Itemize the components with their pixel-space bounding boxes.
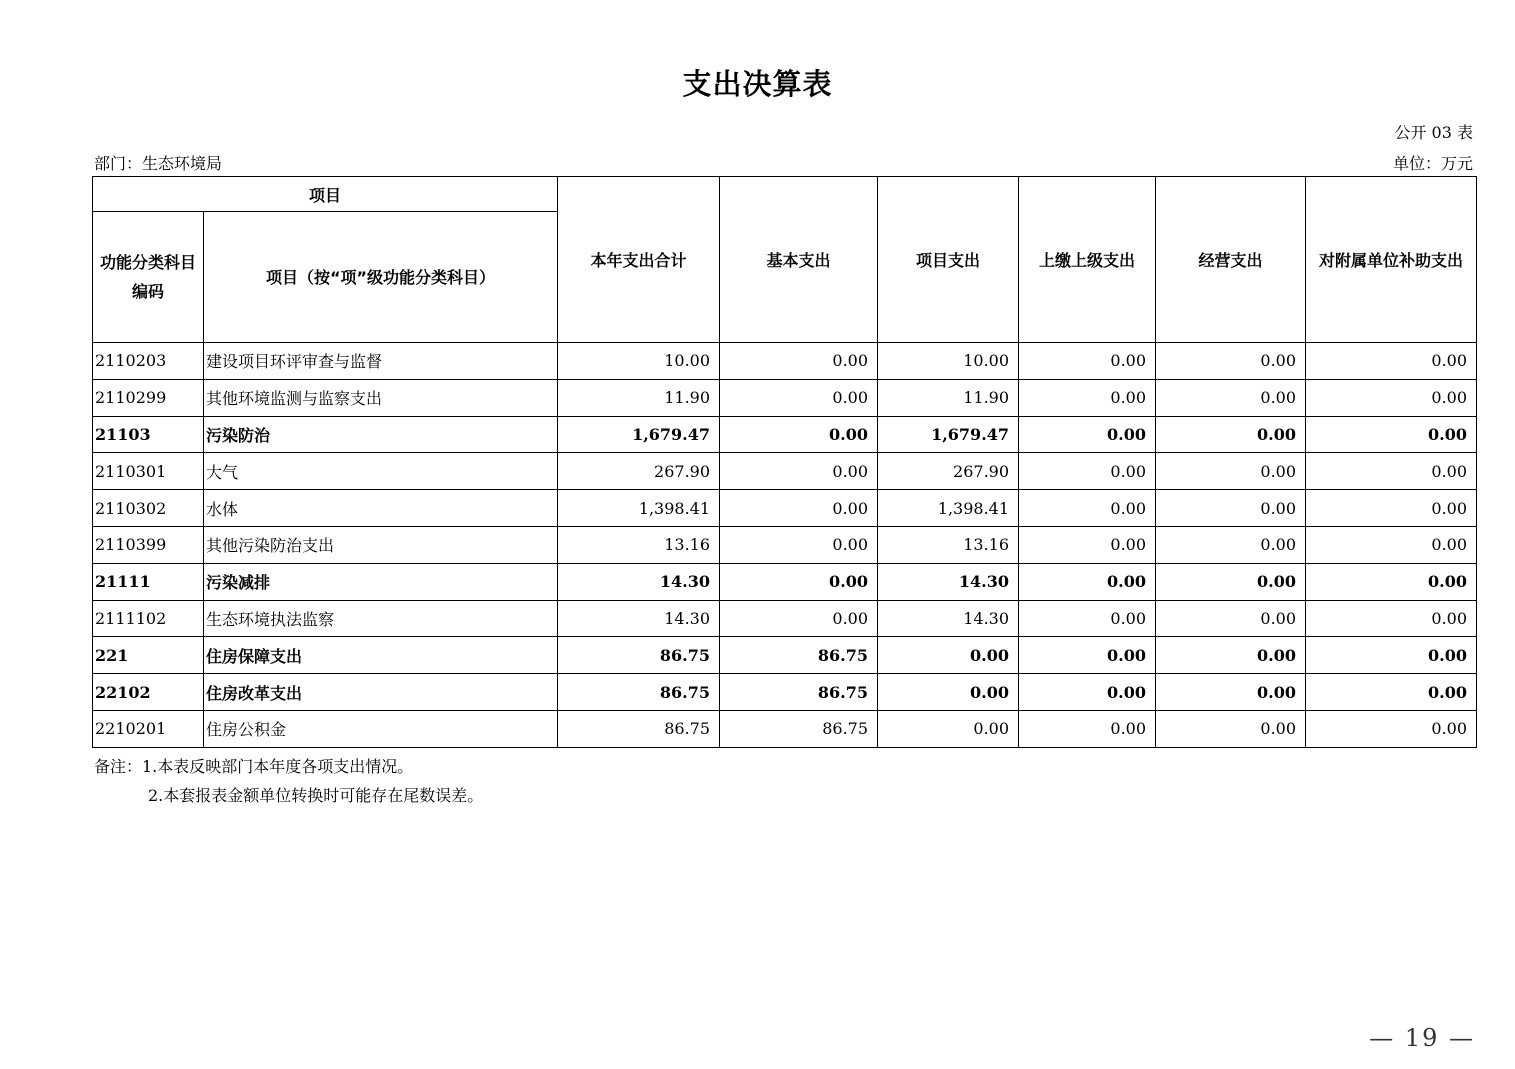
cell-code: 221 [93,637,204,674]
cell-project: 267.90 [878,453,1019,490]
cell-basic: 0.00 [720,600,878,637]
cell-project: 0.00 [878,674,1019,711]
header-business: 经营支出 [1156,177,1306,343]
cell-code: 2110399 [93,526,204,563]
header-name: 项目（按“项”级功能分类科目） [204,212,558,343]
cell-project: 1,398.41 [878,490,1019,527]
cell-project: 10.00 [878,343,1019,380]
cell-code: 2110301 [93,453,204,490]
cell-code: 2210201 [93,710,204,747]
cell-upper: 0.00 [1019,379,1156,416]
note-line-1: 备注：1.本表反映部门本年度各项支出情况。 [94,757,414,776]
cell-subsidy: 0.00 [1306,600,1477,637]
table-row [93,343,1477,380]
cell-total: 13.16 [558,526,720,563]
header-code-line1: 功能分类科目 [99,253,196,272]
cell-project: 14.30 [878,563,1019,600]
cell-upper: 0.00 [1019,490,1156,527]
cell-total: 86.75 [558,710,720,747]
expenditure-table [92,176,1477,748]
header-total: 本年支出合计 [558,177,720,343]
table-body [93,343,1477,748]
table-row [93,453,1477,490]
cell-project: 0.00 [878,710,1019,747]
cell-business: 0.00 [1156,490,1306,527]
cell-subsidy: 0.00 [1306,343,1477,380]
header-project-group: 项目 [93,177,558,212]
cell-name: 住房公积金 [204,710,558,747]
cell-total: 10.00 [558,343,720,380]
cell-total: 86.75 [558,637,720,674]
cell-basic: 86.75 [720,637,878,674]
cell-business: 0.00 [1156,453,1306,490]
cell-basic: 0.00 [720,490,878,527]
cell-basic: 0.00 [720,526,878,563]
unit-label: 单位：万元 [1392,154,1473,173]
cell-upper: 0.00 [1019,674,1156,711]
cell-upper: 0.00 [1019,343,1156,380]
cell-name: 大气 [204,453,558,490]
cell-project: 1,679.47 [878,416,1019,453]
cell-basic: 86.75 [720,674,878,711]
cell-code: 2110203 [93,343,204,380]
cell-basic: 0.00 [720,563,878,600]
note-line-2: 2.本套报表金额单位转换时可能存在尾数误差。 [148,786,484,805]
cell-upper: 0.00 [1019,710,1156,747]
cell-upper: 0.00 [1019,637,1156,674]
cell-basic: 0.00 [720,453,878,490]
cell-name: 住房改革支出 [204,674,558,711]
cell-total: 1,679.47 [558,416,720,453]
cell-business: 0.00 [1156,343,1306,380]
cell-code: 21103 [93,416,204,453]
cell-name: 住房保障支出 [204,637,558,674]
cell-project: 0.00 [878,637,1019,674]
header-basic: 基本支出 [720,177,878,343]
table-row [93,710,1477,747]
cell-project: 13.16 [878,526,1019,563]
cell-subsidy: 0.00 [1306,453,1477,490]
cell-name: 生态环境执法监察 [204,600,558,637]
header-upper: 上缴上级支出 [1019,177,1156,343]
cell-upper: 0.00 [1019,453,1156,490]
header-subsidy: 对附属单位补助支出 [1306,177,1477,343]
cell-total: 1,398.41 [558,490,720,527]
cell-project: 11.90 [878,379,1019,416]
table-row [93,600,1477,637]
table-row [93,416,1477,453]
cell-subsidy: 0.00 [1306,710,1477,747]
table-row [93,526,1477,563]
cell-subsidy: 0.00 [1306,563,1477,600]
cell-subsidy: 0.00 [1306,637,1477,674]
cell-subsidy: 0.00 [1306,490,1477,527]
cell-basic: 0.00 [720,343,878,380]
cell-name: 污染减排 [204,563,558,600]
table-row [93,563,1477,600]
cell-upper: 0.00 [1019,563,1156,600]
table-row [93,637,1477,674]
cell-name: 其他环境监测与监察支出 [204,379,558,416]
header-code [93,212,204,343]
cell-code: 2110299 [93,379,204,416]
cell-basic: 0.00 [720,416,878,453]
cell-subsidy: 0.00 [1306,526,1477,563]
cell-business: 0.00 [1156,416,1306,453]
cell-basic: 0.00 [720,379,878,416]
table-row [93,490,1477,527]
cell-total: 14.30 [558,563,720,600]
cell-business: 0.00 [1156,526,1306,563]
cell-code: 22102 [93,674,204,711]
cell-name: 建设项目环评审查与监督 [204,343,558,380]
page-number: — 19 — [1369,1024,1475,1052]
cell-total: 86.75 [558,674,720,711]
cell-code: 2110302 [93,490,204,527]
cell-code: 21111 [93,563,204,600]
cell-business: 0.00 [1156,710,1306,747]
cell-name: 水体 [204,490,558,527]
cell-total: 267.90 [558,453,720,490]
header-project: 项目支出 [878,177,1019,343]
cell-business: 0.00 [1156,379,1306,416]
cell-basic: 86.75 [720,710,878,747]
cell-subsidy: 0.00 [1306,674,1477,711]
cell-subsidy: 0.00 [1306,379,1477,416]
form-number: 公开 03 表 [1394,123,1473,142]
cell-subsidy: 0.00 [1306,416,1477,453]
header-code-line2: 编码 [131,282,164,301]
cell-name: 其他污染防治支出 [204,526,558,563]
cell-name: 污染防治 [204,416,558,453]
table-row [93,379,1477,416]
cell-business: 0.00 [1156,637,1306,674]
cell-upper: 0.00 [1019,526,1156,563]
cell-total: 11.90 [558,379,720,416]
cell-business: 0.00 [1156,674,1306,711]
cell-business: 0.00 [1156,600,1306,637]
cell-business: 0.00 [1156,563,1306,600]
department-label: 部门：生态环境局 [94,154,223,173]
table-row [93,674,1477,711]
notes [94,752,483,810]
cell-total: 14.30 [558,600,720,637]
cell-project: 14.30 [878,600,1019,637]
page-title: 支出决算表 [682,67,833,101]
cell-upper: 0.00 [1019,600,1156,637]
cell-upper: 0.00 [1019,416,1156,453]
cell-code: 2111102 [93,600,204,637]
